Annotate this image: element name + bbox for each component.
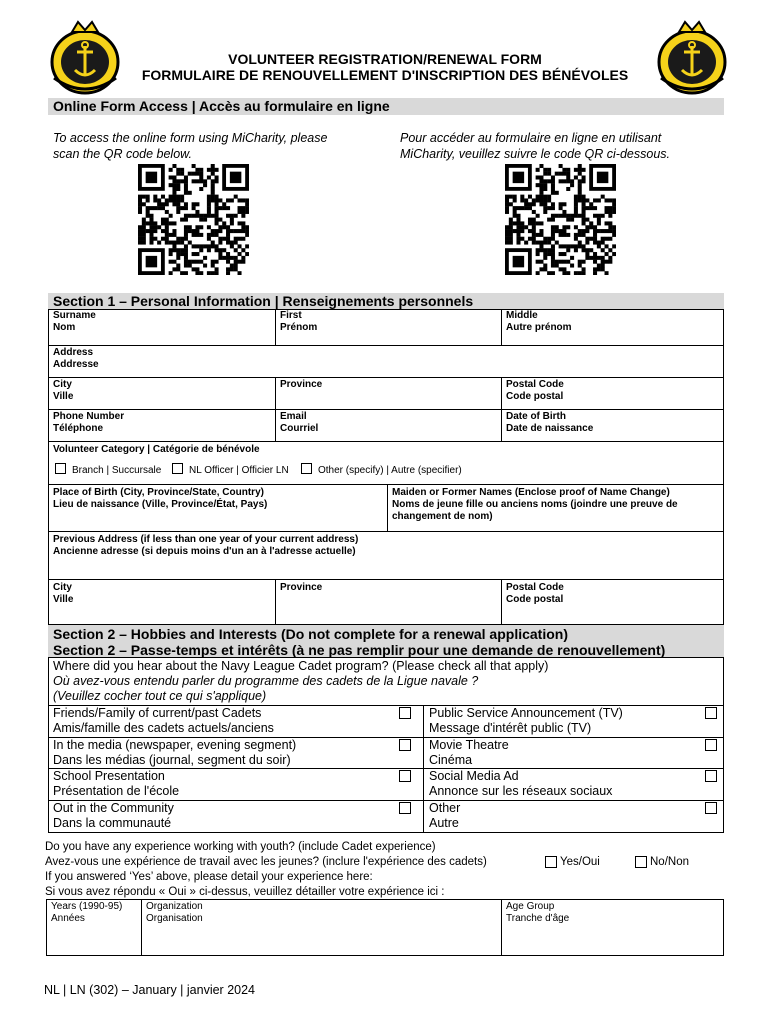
previous-address-label: Previous Address (if less than one year of your current address) Ancienne adresse (si depuis moins d'un an à l'adresse actuelle) bbox=[53, 534, 359, 557]
email-label: Email Courriel bbox=[280, 411, 319, 434]
address-label: Address Addresse bbox=[53, 347, 99, 370]
city2-label: City Ville bbox=[53, 582, 74, 605]
branch-label: Branch | Succursale bbox=[72, 465, 162, 476]
branch-checkbox[interactable] bbox=[55, 463, 66, 474]
experience-question-fr: Avez-vous une expérience de travail avec les jeunes? (inclure l'expérience des cadets) bbox=[45, 856, 487, 868]
option-community: Out in the Community Dans la communauté bbox=[53, 801, 174, 830]
school-checkbox[interactable] bbox=[399, 770, 411, 782]
province-label: Province bbox=[280, 379, 323, 390]
option-social-media: Social Media Ad Annonce sur les réseaux sociaux bbox=[429, 769, 613, 798]
birthplace-label: Place of Birth (City, Province/State, Country) Lieu de naissance (Ville, Province/État, Pays) bbox=[53, 487, 268, 510]
city-label: City Ville bbox=[53, 379, 74, 402]
other-category-checkbox[interactable] bbox=[301, 463, 312, 474]
years-label: Years (1990-95) Années bbox=[51, 901, 123, 924]
no-label: No/Non bbox=[650, 856, 689, 868]
question-en: Where did you hear about the Navy League Cadet program? (Please check all that apply) bbox=[53, 659, 549, 673]
nl-officer-checkbox[interactable] bbox=[172, 463, 183, 474]
postal-code-label: Postal Code Code postal bbox=[506, 379, 564, 402]
option-other: Other Autre bbox=[429, 801, 461, 830]
first-name-label: First Prénom bbox=[280, 310, 318, 333]
volunteer-category-label: Volunteer Category | Catégorie de bénévole bbox=[53, 444, 260, 455]
yes-label: Yes/Oui bbox=[560, 856, 600, 868]
option-psa: Public Service Announcement (TV) Message d'intérêt public (TV) bbox=[429, 706, 623, 735]
other-category-label: Other (specify) | Autre (specifier) bbox=[318, 465, 462, 476]
qr-code-right[interactable] bbox=[505, 164, 616, 275]
no-checkbox[interactable] bbox=[635, 856, 647, 868]
postal-code2-label: Postal Code Code postal bbox=[506, 582, 564, 605]
form-title-en: VOLUNTEER REGISTRATION/RENEWAL FORM bbox=[228, 51, 542, 67]
province2-label: Province bbox=[280, 582, 323, 593]
online-text-fr-1: Pour accéder au formulaire en ligne en utilisant bbox=[400, 131, 662, 145]
option-friends-family: Friends/Family of current/past Cadets Amis/famille des cadets actuels/anciens bbox=[53, 706, 274, 735]
form-title-fr: FORMULAIRE DE RENOUVELLEMENT D'INSCRIPTION DES BÉNÉVOLES bbox=[141, 67, 629, 83]
friends-family-checkbox[interactable] bbox=[399, 707, 411, 719]
yes-checkbox[interactable] bbox=[545, 856, 557, 868]
online-text-fr-2: MiCharity, veuillez suivre le code QR ci-dessous. bbox=[400, 147, 671, 161]
qr-code-left[interactable] bbox=[138, 164, 249, 275]
phone-label: Phone Number Téléphone bbox=[53, 411, 125, 434]
movie-theatre-checkbox[interactable] bbox=[705, 739, 717, 751]
maiden-name-label: Maiden or Former Names (Enclose proof of Name Change) Noms de jeune fille ou anciens noms (joindre une preuve de changement de nom) bbox=[392, 487, 678, 522]
social-media-checkbox[interactable] bbox=[705, 770, 717, 782]
footer-form-id: NL | LN (302) – January | janvier 2024 bbox=[44, 983, 256, 997]
dob-label: Date of Birth Date de naissance bbox=[506, 411, 594, 434]
other-source-checkbox[interactable] bbox=[705, 802, 717, 814]
option-school: School Presentation Présentation de l'école bbox=[53, 769, 180, 798]
middle-name-label: Middle Autre prénom bbox=[506, 310, 572, 333]
section2-heading: Section 2 – Hobbies and Interests (Do not complete for a renewal application) Section 2 – Passe-temps et intérêts (à ne pas remplir pour une demande de renouvellement) bbox=[48, 625, 724, 657]
surname-label: Surname Nom bbox=[53, 310, 96, 333]
online-access-heading: Online Form Access | Accès au formulaire en ligne bbox=[48, 98, 724, 115]
detail-instruction-fr: Si vous avez répondu « Oui » ci-dessus, veuillez détailler votre expérience ici : bbox=[45, 886, 445, 898]
option-media: In the media (newspaper, evening segment) Dans les médias (journal, segment du soir) bbox=[53, 738, 297, 767]
age-group-label: Age Group Tranche d'âge bbox=[506, 901, 570, 924]
question-fr-2: (Veuillez cocher tout ce qui s'applique) bbox=[53, 689, 267, 703]
experience-question-en: Do you have any experience working with youth? (include Cadet experience) bbox=[45, 841, 436, 853]
nl-officer-label: NL Officer | Officier LN bbox=[189, 465, 289, 476]
section1-heading: Section 1 – Personal Information | Renseignements personnels bbox=[48, 293, 724, 309]
psa-checkbox[interactable] bbox=[705, 707, 717, 719]
online-text-en-2: scan the QR code below. bbox=[53, 147, 192, 161]
detail-instruction-en: If you answered ‘Yes’ above, please detail your experience here: bbox=[45, 871, 373, 883]
option-movie-theatre: Movie Theatre Cinéma bbox=[429, 738, 509, 767]
question-fr-1: Où avez-vous entendu parler du programme des cadets de la Ligue navale ? bbox=[53, 674, 479, 688]
organization-label: Organization Organisation bbox=[146, 901, 203, 924]
online-text-en-1: To access the online form using MiCharity, please bbox=[53, 131, 328, 145]
media-checkbox[interactable] bbox=[399, 739, 411, 751]
community-checkbox[interactable] bbox=[399, 802, 411, 814]
